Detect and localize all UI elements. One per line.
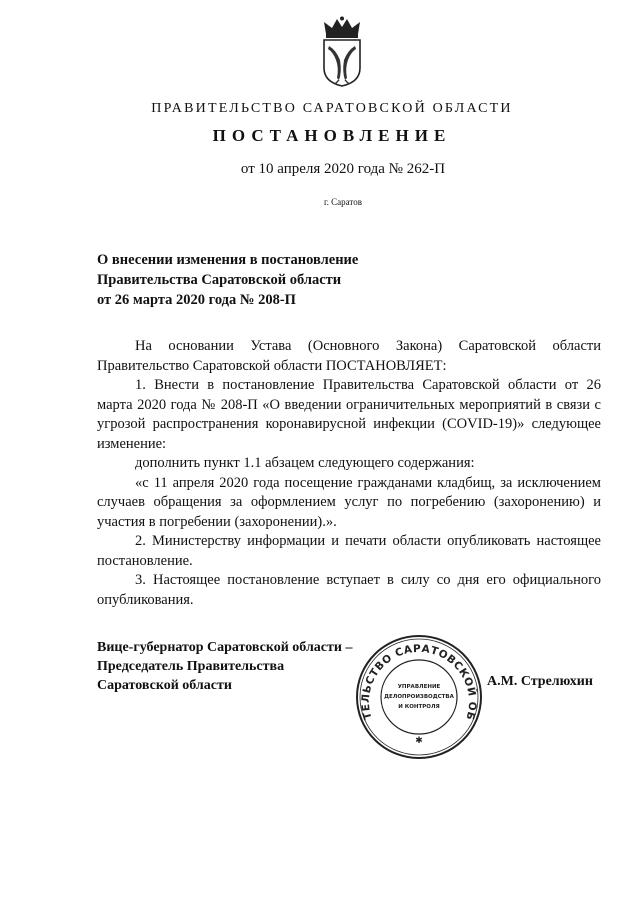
- subject-line: от 26 марта 2020 года № 208-П: [97, 292, 296, 308]
- body-paragraph: На основании Устава (Основного Закона) Саратовской области Правительство Саратовской области ПОСТАНОВЛЯЕТ:: [97, 338, 601, 374]
- svg-text:ПРАВИТЕЛЬСТВО САРАТОВСКОЙ ОБЛА: ТЕЛЬСТВО САРАТОВСКОЙ ОБ: [359, 642, 479, 722]
- svg-text:ДЕЛОПРОИЗВОДСТВА: ДЕЛОПРОИЗВОДСТВА: [384, 694, 454, 700]
- document-subject: [97, 250, 358, 310]
- official-seal: [354, 633, 484, 761]
- document-city: г. Саратов: [324, 197, 362, 207]
- document-body: [97, 337, 601, 610]
- body-paragraph: 2. Министерству информации и печати области опубликовать настоящее постановление.: [97, 533, 601, 569]
- signatory-position: [97, 638, 352, 695]
- body-paragraph: «с 11 апреля 2020 года посещение гражданами кладбищ, за исключением случаев обращения за оформлением услуг по погребению (захоронению) и участия в погребении (захоронении).».: [97, 474, 601, 530]
- svg-text:УПРАВЛЕНИЕ: УПРАВЛЕНИЕ: [397, 684, 441, 690]
- svg-text:✱: ✱: [415, 736, 423, 746]
- saratov-coat-of-arms-icon: [318, 16, 366, 88]
- position-line: Председатель Правительства: [97, 659, 285, 674]
- subject-line: Правительства Саратовской области: [97, 272, 342, 288]
- document-date-number: от 10 апреля 2020 года № 262-П: [240, 161, 446, 177]
- body-paragraph: 3. Настоящее постановление вступает в силу со дня его официального опубликования.: [97, 572, 601, 608]
- subject-line: О внесении изменения в постановление: [97, 252, 359, 268]
- document-type: ПОСТАНОВЛЕНИЕ: [212, 126, 452, 145]
- position-line: Вице-губернатор Саратовской области –: [97, 640, 353, 655]
- position-line: Саратовской области: [97, 678, 232, 693]
- signatory-name: А.М. Стрелюхин: [487, 674, 593, 689]
- svg-text:И КОНТРОЛЯ: И КОНТРОЛЯ: [398, 704, 440, 710]
- body-paragraph: дополнить пункт 1.1 абзацем следующего содержания:: [135, 455, 475, 471]
- government-name: ПРАВИТЕЛЬСТВО САРАТОВСКОЙ ОБЛАСТИ: [151, 101, 513, 116]
- body-paragraph: 1. Внести в постановление Правительства Саратовской области от 26 марта 2020 года № 208-П «О введении ограничительных мероприятий в связи с угрозой распространения коронавирусной инфекции (COVID-19)» следующее изменение:: [97, 377, 601, 452]
